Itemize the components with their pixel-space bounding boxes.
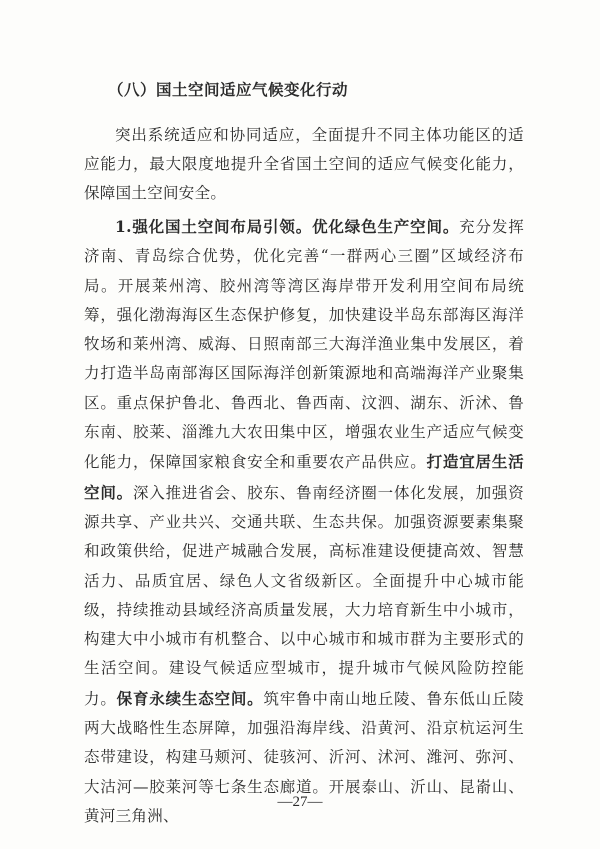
subheading-ecological-space: 保育永续生态空间。 [116,688,264,708]
text-ecological-space: 筑牢鲁中南山地丘陵、鲁东低山丘陵两大战略性生态屏障，加强沿海岸线、沿黄河、沿京杭运河生态带建设，构建马颊河、徒骇河、沂河、沭河、潍河、弥河、大沽河—胶莱河等七条生态廊道。开展泰山、沂山、昆嵛山、黄河三角洲、 [84,689,525,825]
intro-paragraph: 突出系统适应和协同适应，全面提升不同主体功能区的适应能力，最大限度地提升全省国土空间的适应气候变化能力，保障国土空间安全。 [84,126,524,202]
section-heading: （八）国土空间适应气候变化行动 [108,80,349,99]
page-number: —27— [277,794,323,810]
text-living-space: 深入推进省会、胶东、鲁南经济圈一体化发展，加强资源共享、产业共兴、交通共联、生态共保。加强资源要素集聚和政策供给，促进产城融合发展，高标准建设便捷高效、智慧活力、品质宜居、绿色人文省级新区。全面提升中心城市能级，持续推动县域经济高质量发展，大力培育新生中小城市，构建大中小城市有机整合、以中心城市和城市群为主要形式的生活空间。建设气候适应型城市，提升城市气候风险防控能力。 [84,483,525,708]
item-heading: 1.强化国土空间布局引领。 [115,217,313,236]
subheading-living-space: 打造宜居生活空间。 [84,452,524,502]
body-paragraph [84,212,524,831]
text-production-space: 充分发挥济南、青岛综合优势，优化完善“一群两心三圈”区域经济布局。开展莱州湾、胶州湾等湾区海岸带开发利用空间布局统筹，强化渤海海区生态保护修复，加快建设半岛东部海区海洋牧场和莱州湾、威海、日照南部三大海洋渔业集中发展区，着力打造半岛南部海区国际海洋创新策源地和高端海洋产业聚集区。重点保护鲁北、鲁西北、鲁西南、汶泗、湖东、沂沭、鲁东南、胶莱、淄潍九大农田集中区，增强农业生产适应气候变化能力，保障国家粮食安全和重要农产品供应。 [84,218,524,472]
subheading-production-space: 优化绿色生产空间。 [312,217,460,236]
